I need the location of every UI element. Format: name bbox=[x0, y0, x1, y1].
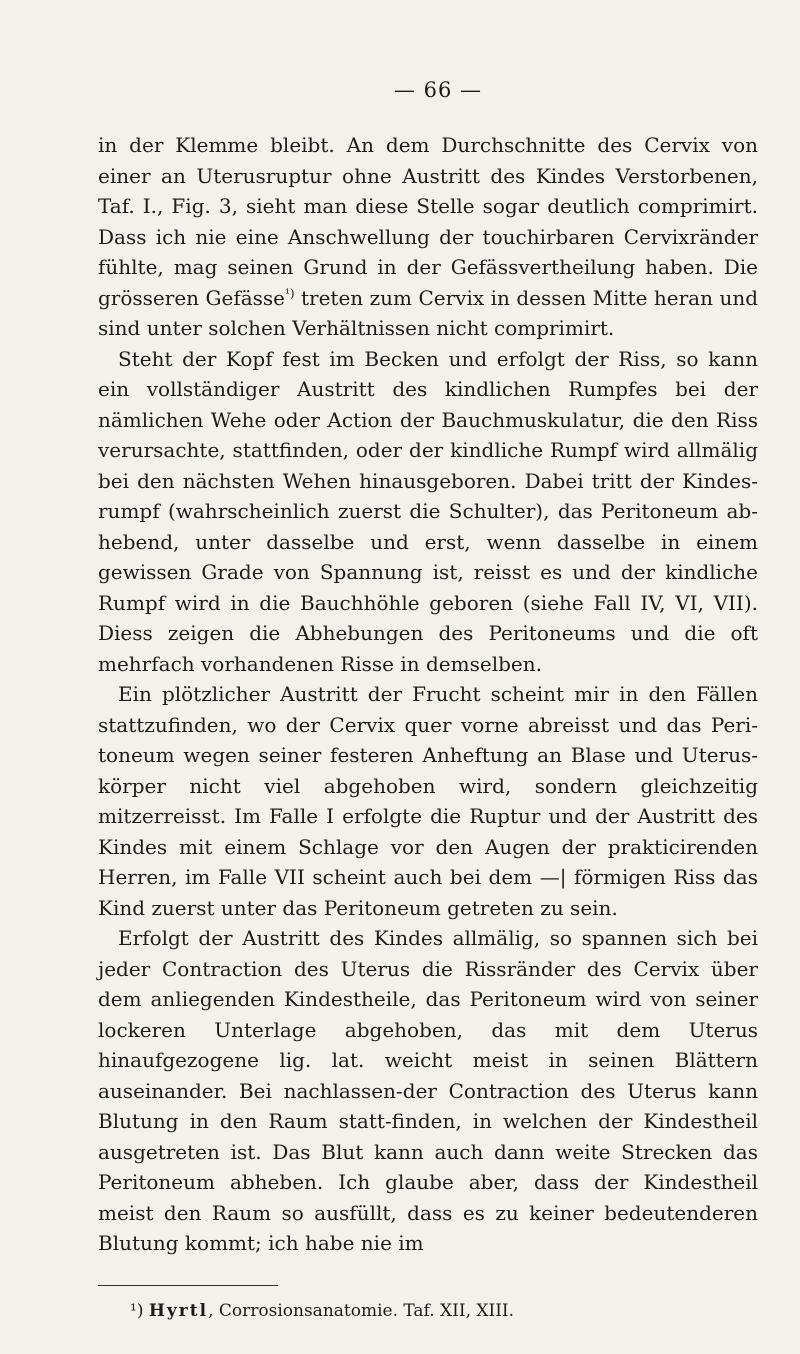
footnote-divider bbox=[98, 1285, 278, 1286]
footnote-author: Hyrtl bbox=[148, 1300, 209, 1321]
paragraph-1-text-after: treten zum Cervix in dessen Mitte heran und sind unter solchen Verhältnissen nicht comprimirt. bbox=[98, 285, 759, 340]
page-number: — 66 — bbox=[393, 78, 483, 102]
paragraph-1-text: in der Klemme bleibt. An dem Durchschnitte des Cervix von einer an Uterusruptur ohne Austritt des Kindes Verstorbenen, Taf. I., Fig. 3, sieht man diese Stelle sogar deutlich comprimirt. Dass ich nie eine Anschwellung der touchirbaren Cervixränder fühlte, mag seinen Grund in der Gefässvertheilung haben. Die grösseren Gefässe bbox=[98, 133, 758, 310]
footnote-marker: ¹) bbox=[130, 1300, 144, 1321]
footnote bbox=[98, 1300, 758, 1322]
paragraph-1 bbox=[98, 130, 758, 344]
paragraph-3: Ein plötzlicher Austritt der Frucht scheint mir in den Fällen stattzufinden, wo der Cervix quer vorne abreisst und das Peri-toneum wegen seiner festeren Anheftung an Blase und Uterus-körper nicht viel abgehoben wird, sondern gleichzeitig mitzerreisst. Im Falle I erfolgte die Ruptur und der Austritt des Kindes mit einem Schlage vor den Augen der prakticirenden Herren, im Falle VII scheint auch bei dem —| förmigen Riss das Kind zuerst unter das Peritoneum getreten zu sein. bbox=[98, 682, 758, 920]
footnote-reference[interactable]: ¹) bbox=[285, 285, 295, 300]
paragraph-2: Steht der Kopf fest im Becken und erfolgt der Riss, so kann ein vollständiger Austritt des kindlichen Rumpfes bei der nämlichen Wehe oder Action der Bauchmuskulatur, die den Riss verursachte, stattfinden, oder der kindliche Rumpf wird allmälig bei den nächsten Wehen hinausgeboren. Dabei tritt der Kindes-rumpf (wahrscheinlich zuerst die Schulter), das Peritoneum ab-hebend, unter dasselbe und erst, wenn dasselbe in einem gewissen Grade von Spannung ist, reisst es und der kindliche Rumpf wird in die Bauchhöhle geboren (siehe Fall IV, VI, VII). Diess zeigen die Abhebungen des Peritoneums und die oft mehrfach vorhandenen Risse in demselben. bbox=[98, 346, 758, 676]
footnote-text: , Corrosionsanatomie. Taf. XII, XIII. bbox=[208, 1300, 515, 1321]
body-text bbox=[98, 130, 758, 1259]
paragraph-4: Erfolgt der Austritt des Kindes allmälig, so spannen sich bei jeder Contraction des Uterus die Rissränder des Cervix über dem anliegenden Kindestheile, das Peritoneum wird von seiner lockeren Unterlage abgehoben, das mit dem Uterus hinaufgezogene lig. lat. weicht meist in seinen Blättern auseinander. Bei nachlassen-der Contraction des Uterus kann Blutung in den Raum statt-finden, in welchen der Kindestheil ausgetreten ist. Das Blut kann auch dann weite Strecken das Peritoneum abheben. Ich glaube aber, dass der Kindestheil meist den Raum so ausfüllt, dass es zu keiner bedeutenderen Blutung kommt; ich habe nie im bbox=[98, 926, 758, 1255]
